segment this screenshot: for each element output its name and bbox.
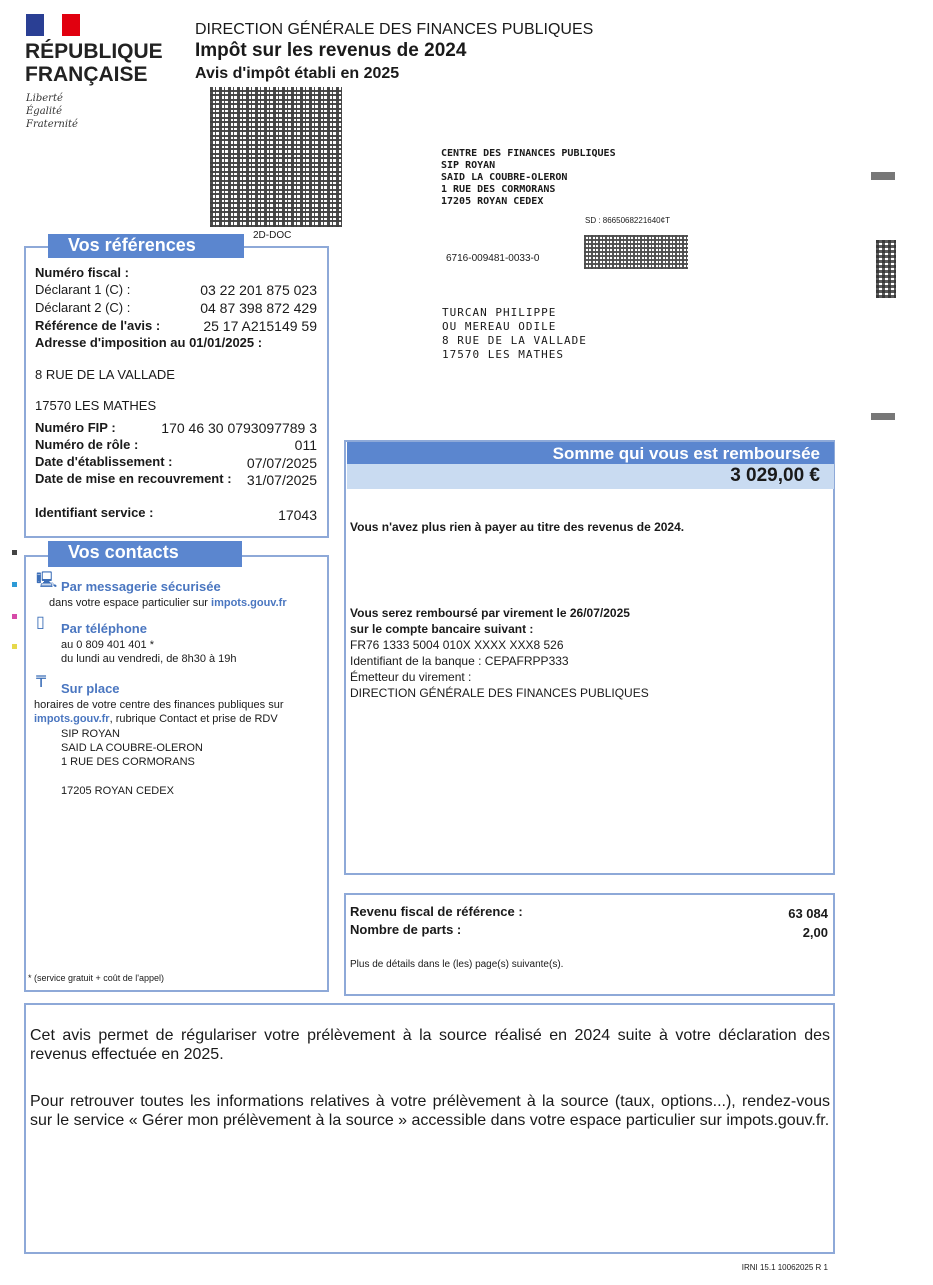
rfr-value: 63 084 <box>788 906 828 921</box>
margin-mark-blue <box>12 582 17 587</box>
in-person-heading: Sur place <box>61 681 120 696</box>
collection-date-value: 31/07/2025 <box>246 472 317 488</box>
refund-amount-bar <box>347 464 834 489</box>
iban-value: FR76 1333 5004 010X XXXX XXX8 526 <box>350 638 564 652</box>
footer-code: IRNI 15.1 10062025 R 1 <box>741 1263 828 1272</box>
collection-date-label: Date de mise en recouvrement : <box>35 471 232 486</box>
small-barcode <box>584 235 688 269</box>
margin-mark-magenta <box>12 614 17 619</box>
refund-amount: 3 029,00 € <box>730 465 820 486</box>
contacts-footnote: * (service gratuit + coût de l'appel) <box>28 973 165 983</box>
phone-heading: Par téléphone <box>61 621 147 636</box>
issuer-value: DIRECTION GÉNÉRALE DES FINANCES PUBLIQUES <box>350 686 649 700</box>
parts-label: Nombre de parts : <box>350 922 462 937</box>
rfr-label: Revenu fiscal de référence : <box>350 904 523 919</box>
contacts-box <box>24 555 329 992</box>
secure-messaging-text: dans votre espace particulier sur impots.gouv.fr <box>49 597 287 609</box>
nothing-to-pay-text: Vous n'avez plus rien à payer au titre des revenus de 2024. <box>350 520 685 534</box>
republic-motto: Liberté Égalité Fraternité <box>26 93 78 130</box>
info-paragraph-1: Cet avis permet de régulariser votre prélèvement à la source réalisé en 2024 suite à votre déclaration des revenus effectuée en 2025. <box>30 1027 830 1063</box>
declarant1-label: Déclarant 1 (C) : <box>35 282 131 297</box>
notice-reference-value: 25 17 A215149 59 <box>203 318 317 334</box>
service-id-value: 17043 <box>278 507 317 523</box>
references-box <box>24 246 329 538</box>
tax-address-label: Adresse d'imposition au 01/01/2025 : <box>35 335 263 350</box>
margin-mark-yellow <box>12 644 17 649</box>
in-person-city: 17205 ROYAN CEDEX <box>61 785 174 797</box>
barcode-label: 2D-DOC <box>253 230 292 241</box>
direction-heading: DIRECTION GÉNÉRALE DES FINANCES PUBLIQUES <box>195 21 594 38</box>
margin-mark-black <box>12 550 17 555</box>
mailing-reference-code: 6716-009481-0033-0 <box>446 253 540 264</box>
side-mark-bottom <box>871 413 895 420</box>
bank-account-label: sur le compte bancaire suivant : <box>350 622 534 636</box>
phone-hours: du lundi au vendredi, de 8h30 à 19h <box>61 653 237 665</box>
tax-address-line1: 8 RUE DE LA VALLADE <box>35 367 175 382</box>
service-id-label: Identifiant service : <box>35 505 154 520</box>
republic-wordmark: RÉPUBLIQUE FRANÇAISE <box>25 40 163 86</box>
references-title: Vos références <box>48 234 244 258</box>
refund-title: Somme qui vous est remboursée <box>347 442 834 464</box>
fiscal-income-box <box>344 893 835 996</box>
in-person-text: horaires de votre centre des finances publiques sur impots.gouv.fr, rubrique Contact et prise de RDV <box>34 699 284 725</box>
tax-address-line2: 17570 LES MATHES <box>35 398 157 413</box>
role-number-value: 011 <box>294 437 317 453</box>
phone-number: au 0 809 401 401 * <box>61 639 154 651</box>
fiscal-number-label: Numéro fiscal : <box>35 265 129 280</box>
declarant1-value: 03 22 201 875 023 <box>200 282 317 298</box>
details-note: Plus de détails dans le (les) page(s) suivante(s). <box>350 959 564 970</box>
secure-messaging-heading: Par messagerie sécurisée <box>61 579 221 594</box>
bank-identifier: Identifiant de la banque : CEPAFRPP333 <box>350 654 569 668</box>
impots-link-place[interactable]: impots.gouv.fr <box>34 713 110 725</box>
notice-reference-label: Référence de l'avis : <box>35 318 161 333</box>
in-person-address: SIP ROYAN SAID LA COUBRE-OLERON 1 RUE DES CORMORANS <box>61 728 203 768</box>
tax-center-address: CENTRE DES FINANCES PUBLIQUES SIP ROYAN SAID LA COUBRE-OLERON 1 RUE DES CORMORANS 17205 ROYAN CEDEX <box>441 148 616 207</box>
computer-icon: 🖳 <box>36 572 58 589</box>
side-barcode <box>876 240 896 298</box>
declarant2-label: Déclarant 2 (C) : <box>35 300 131 315</box>
side-mark-top <box>871 172 895 180</box>
page-subtitle: Avis d'impôt établi en 2025 <box>195 65 400 82</box>
contacts-title: Vos contacts <box>48 541 242 567</box>
establishment-date-label: Date d'établissement : <box>35 454 173 469</box>
fip-number-value: 170 46 30 0793097789 3 <box>161 420 317 436</box>
republic-flag-logo <box>26 14 80 36</box>
sd-code: SD : 8665068221640¢T <box>585 216 670 225</box>
recipient-address: TURCAN PHILIPPE OU MEREAU ODILE 8 RUE DE LA VALLADE 17570 LES MATHES <box>442 306 587 361</box>
info-paragraph-2: Pour retrouver toutes les informations relatives à votre prélèvement à la source (taux, options...), rendez-vous sur le service « Gérer mon prélèvement à la source » accessible dans votre espace particulier sur impots.gouv.fr. <box>30 1093 830 1129</box>
page-title: Impôt sur les revenus de 2024 <box>195 40 467 61</box>
issuer-label: Émetteur du virement : <box>350 670 472 684</box>
transfer-date-text: Vous serez remboursé par virement le 26/07/2025 <box>350 606 630 620</box>
parts-value: 2,00 <box>802 925 828 940</box>
establishment-date-value: 07/07/2025 <box>246 455 317 471</box>
building-icon: ₸ <box>36 674 47 691</box>
fip-number-label: Numéro FIP : <box>35 420 116 435</box>
role-number-label: Numéro de rôle : <box>35 437 139 452</box>
2d-doc-barcode <box>210 87 342 227</box>
impots-link[interactable]: impots.gouv.fr <box>211 597 287 609</box>
declarant2-value: 04 87 398 872 429 <box>200 300 317 316</box>
phone-icon: ▯ <box>36 614 45 631</box>
